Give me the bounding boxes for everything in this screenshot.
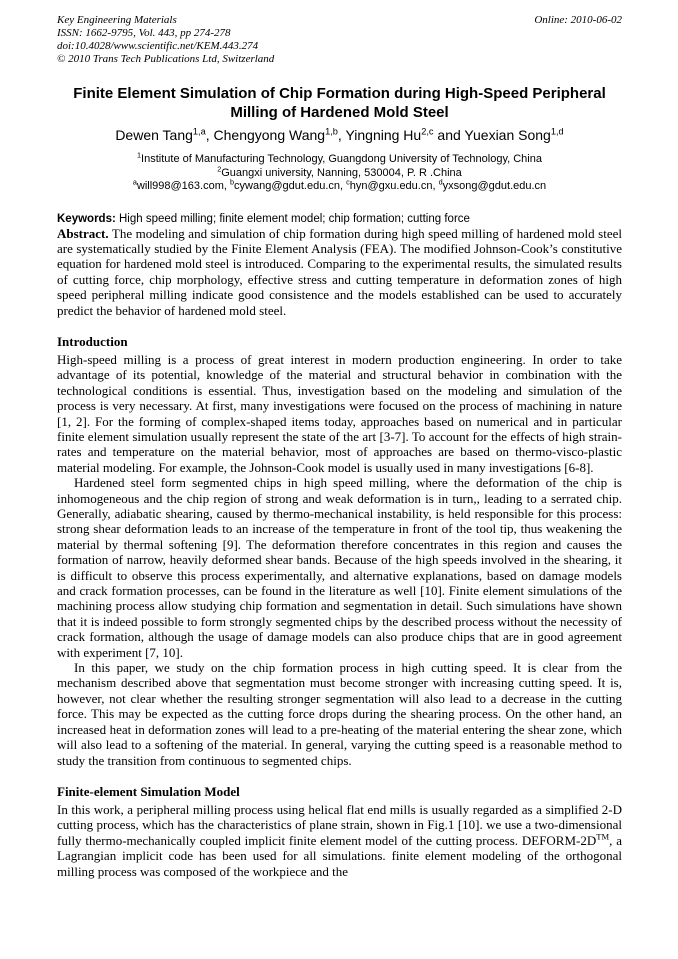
online-date: Online: 2010-06-02 [534, 14, 622, 26]
journal-header [57, 14, 622, 66]
section-heading-simulation-model: Finite-element Simulation Model [57, 783, 240, 799]
model-paragraph-1: In this work, a peripheral milling process using helical flat end mills is usually regarded as a simplified 2-D cutting process, which has the characteristics of plane strain, shown in Fig.1 [10]. we use a two-dimensional fully thermo-mechanically coupled implicit finite element model of the cutting process. DEFORM-2D™, a Lagrangian implicit code has been used for all simulations. finite element modeling of the orthogonal milling process was composed of the workpiece and the [57, 801, 622, 879]
journal-header-left [57, 14, 274, 66]
issn-line: ISSN: 1662-9795, Vol. 443, pp 274-278 [57, 27, 231, 39]
doi-line: doi:10.4028/www.scientific.net/KEM.443.274 [57, 40, 259, 52]
affiliations-block [57, 150, 622, 194]
journal-name: Key Engineering Materials [57, 14, 177, 26]
affiliation-1: $^1$Institute of Manufacturing Technology, Guangdong University of Technology, China [137, 150, 542, 165]
intro-paragraph-3: In this paper, we study on the chip formation process in high cutting speed. It is clear from the mechanism described above that segmentation must become stronger with increasing cutting speed. It is, however, not clear whether the resulting stronger segmentation will also lead to a decrease in the cutting force. This may be expected as the cutting force drops during the shearing process. On the other hand, an increased heat in deformation zones will lead to a pre-heating of the material entering the shear zone, which will also lead to a softening of the material. In general, varying the cutting speed is a reasonable method to study the transition from continuous to segmented chips. [57, 660, 622, 768]
intro-paragraph-1: High-speed milling is a process of great interest in modern production engineering. In order to take advantage of its potential, knowledge of the material and structural behavior in combination with the technological conditions is essential. Thus, investigation based on the modeling and simulation of the process is very necessary. At first, many investigations were focused on the process of machining in nature [1, 2]. For the forming of complex-shaped items today, approaches based on numerical and in particular finite element simulation usually represent the state of the art [3-7]. To account for the effects of high strain-rates and temperature on the material behavior, most of approaches are based on thermo-visco-plastic material modeling. For example, the Johnson-Cook model is usually used in many investigations [6-8]. [57, 351, 622, 475]
section-heading-introduction: Introduction [57, 333, 128, 349]
keywords-line [57, 212, 622, 226]
paper-title: Finite Element Simulation of Chip Formation during High-Speed Peripheral Milling of Hardened Mold Steel [73, 85, 606, 121]
affiliation-2: $^2$Guangxi university, Nanning, 530004, P. R .China [217, 163, 462, 179]
author-emails: $^a$will998@163.com, $^b$cywang@gdut.edu.cn, $^c$hyn@gxu.edu.cn, $^d$yxsong@gdut.edu.cn [132, 177, 547, 192]
abstract-text: The modeling and simulation of chip formation during high speed milling of hardened mold steel are systematically studied by the Finite Element Analysis (FEA). The modified Johnson-Cook’s constitutive equation for hardened mold steel is introduced. Comparing to the experimental results, the simulated results of cutting force, chip morphology, effective stress and cutting temperature in deformation zones of high speed peripheral milling indicate good consistence and the models established can be used to accurately predict the behavior of hardened mold steel. [57, 225, 622, 318]
intro-paragraph-2: Hardened steel form segmented chips in high speed milling, where the deformation of the chip is inhomogeneous and the chip region of strong and weak deformation is in turn,, leading to a serrated chip. Generally, adiabatic shearing, caused by thermo-mechanical instability, is held responsible for this process: strong shear deformation leads to an increase of the temperature in front of the tool tip, thus weakening the material by thermal softening [9]. The deformation therefore concentrates in this region and causes the formation of narrow, heavily deformed shear bands. Because of the high speeds involved in the shearing, it is difficult to observe this process experimentally, and alternative explanations, based on damage models and crack formation processes, can be found in the literature as well [10]. Finite element simulations of the machining process allow studying chip formation and segmentation in detail. Such simulations have shown that it is indeed possible to form strongly segmented chips by the described process without the necessity of crack formation, although the usage of damage models can also produce chips that are in good agreement with experiment [7, 10]. [57, 475, 622, 660]
copyright-line: © 2010 Trans Tech Publications Ltd, Switzerland [57, 53, 275, 65]
abstract-label: Abstract. [57, 225, 109, 241]
abstract-paragraph [57, 226, 622, 318]
keywords-label: Keywords: [57, 212, 116, 225]
authors-line: Dewen Tang$^{1,a}$, Chengyong Wang$^{1,b}$, Yingning Hu$^{2,c}$ and Yuexian Song$^{1,d}$ [115, 126, 564, 143]
keywords-text: High speed milling; finite element model; chip formation; cutting force [115, 212, 470, 225]
